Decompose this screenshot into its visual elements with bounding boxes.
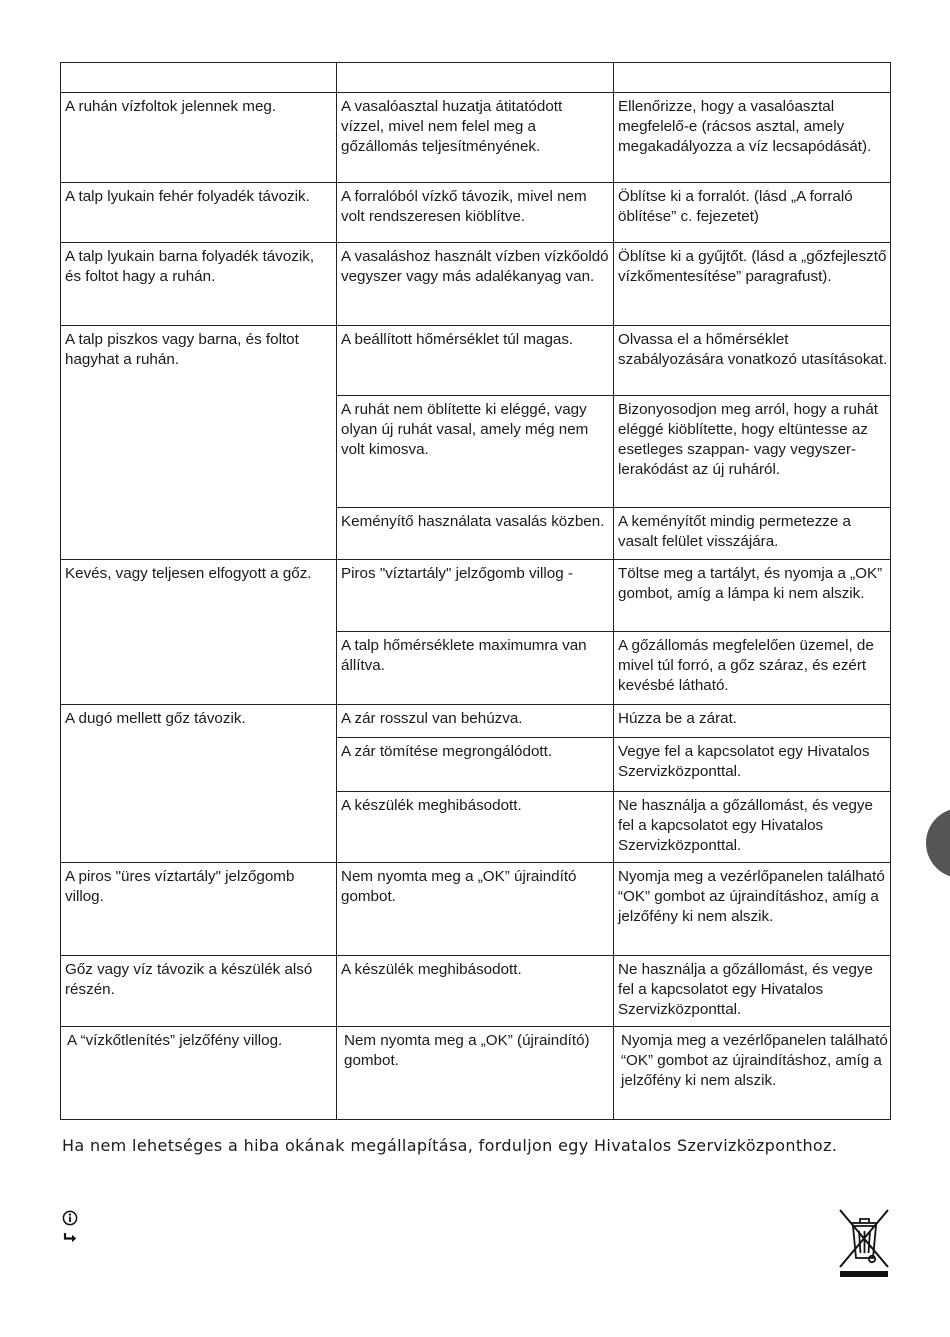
problem-cell (61, 93, 337, 183)
problem-cell (61, 956, 337, 1027)
solution-text: Ne használja a gőzállomást, és vegye fel a kapcsolatot egy Hivatalos Szervizközponttal. (618, 961, 873, 1018)
chapter-tab-marker (926, 808, 950, 878)
solution-cell (614, 183, 891, 243)
service-center-note: Ha nem lehetséges a hiba okának megállapítása, forduljon egy Hivatalos Szervizközponthoz. (62, 1136, 838, 1155)
problem-text: Gőz vagy víz távozik a készülék alsó részén. (65, 961, 313, 998)
solution-cell (614, 93, 891, 183)
table-row (61, 243, 891, 326)
cause-text: A vasaláshoz használt vízben vízkőoldó vegyszer vagy más adalékanyag van. (341, 248, 609, 285)
cause-text: A beállított hőmérséklet túl magas. (341, 331, 574, 348)
problem-text: A piros "üres víztartály" jelzőgomb villog. (65, 868, 295, 905)
table-row (61, 863, 891, 956)
solution-text: A gőzállomás megfelelően üzemel, de mivel túl forró, a gőz száraz, és ezért kevésbé látható. (618, 637, 874, 694)
solution-cell (614, 956, 891, 1027)
solution-text: Töltse meg a tartályt, és nyomja a „OK” gombot, amíg a lámpa ki nem alszik. (618, 565, 883, 602)
cause-text: Piros "víztartály" jelzőgomb villog - (341, 565, 573, 582)
solution-cell (614, 396, 891, 508)
table-row (61, 326, 891, 396)
solution-cell (614, 508, 891, 560)
table-row (61, 1027, 891, 1120)
cause-text: Nem nyomta meg a „OK” újraindító gombot. (341, 868, 577, 905)
cause-cell (337, 792, 614, 863)
problem-cell (61, 183, 337, 243)
solution-text: Vegye fel a kapcsolatot egy Hivatalos Szervizközponttal. (618, 743, 870, 780)
header-solution (614, 63, 891, 93)
cause-text: A készülék meghibásodott. (341, 797, 522, 814)
table-header-row (61, 63, 891, 93)
weee-bin-icon (836, 1206, 892, 1278)
problem-cell (61, 863, 337, 956)
cause-text: A ruhát nem öblítette ki eléggé, vagy olyan új ruhát vasal, amely még nem volt kimosva. (341, 401, 589, 458)
solution-text: Bizonyosodjon meg arról, hogy a ruhát eléggé kiöblítette, hogy eltüntesse az esetleges szappan- vagy vegyszer-lerakódást az új ruháról. (618, 401, 879, 478)
problem-cell (61, 560, 337, 705)
cause-cell (337, 508, 614, 560)
cause-cell (337, 738, 614, 792)
cause-cell (337, 632, 614, 705)
table-row (61, 93, 891, 183)
cause-cell (337, 863, 614, 956)
cause-cell (337, 326, 614, 396)
solution-cell (614, 738, 891, 792)
info-icon (62, 1210, 78, 1226)
cause-cell (337, 705, 614, 738)
solution-text: Öblítse ki a gyűjtőt. (lásd a „gőzfejlesztő vízkőmentesítése” paragrafust). (618, 248, 887, 285)
cause-text: Keményítő használata vasalás közben. (341, 513, 605, 530)
solution-cell (614, 1027, 891, 1120)
solution-text: Olvassa el a hőmérséklet szabályozására vonatkozó utasításokat. (618, 331, 888, 368)
problem-cell (61, 243, 337, 326)
solution-cell (614, 560, 891, 632)
solution-cell (614, 792, 891, 863)
solution-cell (614, 863, 891, 956)
cause-cell (337, 560, 614, 632)
problem-text: A talp lyukain barna folyadék távozik, és foltot hagy a ruhán. (65, 248, 315, 285)
troubleshooting-table (60, 62, 891, 1120)
cause-cell (337, 183, 614, 243)
cause-text: Nem nyomta meg a „OK” (újraindító) gombot. (344, 1032, 590, 1069)
problem-text: Kevés, vagy teljesen elfogyott a gőz. (65, 565, 312, 582)
cause-text: A zár rosszul van behúzva. (341, 710, 523, 727)
cause-text: A vasalóasztal huzatja átitatódott vízzel, mivel nem felel meg a gőzállomás teljesítményének. (341, 98, 563, 155)
problem-text: A dugó mellett gőz távozik. (65, 710, 246, 727)
solution-text: Húzza be a zárat. (618, 710, 738, 727)
solution-text: Nyomja meg a vezérlőpanelen található “OK” gombot az újraindításhoz, amíg a jelzőfény ki nem alszik. (621, 1032, 888, 1089)
problem-cell (61, 705, 337, 863)
solution-text: Nyomja meg a vezérlőpanelen található “OK” gombot az újraindításhoz, amíg a jelzőfény ki nem alszik. (618, 868, 885, 925)
solution-cell (614, 632, 891, 705)
header-cause (337, 63, 614, 93)
solution-text: Öblítse ki a forralót. (lásd „A forraló öblítése” c. fejezetet) (618, 188, 853, 225)
problem-cell (61, 1027, 337, 1120)
cause-text: A talp hőmérséklete maximumra van állítva. (341, 637, 587, 674)
cause-text: A forralóból vízkő távozik, mivel nem volt rendszeresen kiöblítve. (341, 188, 587, 225)
solution-text: Ellenőrizze, hogy a vasalóasztal megfelelő-e (rácsos asztal, amely megakadályozza a víz lecsapódását). (618, 98, 872, 155)
table-row (61, 183, 891, 243)
solution-cell (614, 243, 891, 326)
cause-cell (337, 396, 614, 508)
arrow-icon (62, 1230, 78, 1244)
solution-text: Ne használja a gőzállomást, és vegye fel a kapcsolatot egy Hivatalos Szervizközponttal. (618, 797, 873, 854)
solution-text: A keményítőt mindig permetezze a vasalt felület visszájára. (618, 513, 851, 550)
table-row (61, 560, 891, 632)
header-problem (61, 63, 337, 93)
cause-cell (337, 93, 614, 183)
problem-cell (61, 326, 337, 560)
table-row (61, 956, 891, 1027)
cause-text: A készülék meghibásodott. (341, 961, 522, 978)
table-row (61, 705, 891, 738)
cause-cell (337, 243, 614, 326)
cause-cell (337, 1027, 614, 1120)
problem-text: A talp lyukain fehér folyadék távozik. (65, 188, 310, 205)
problem-text: A talp piszkos vagy barna, és foltot hagyhat a ruhán. (65, 331, 299, 368)
solution-cell (614, 705, 891, 738)
cause-text: A zár tömítése megrongálódott. (341, 743, 553, 760)
solution-cell (614, 326, 891, 396)
problem-text: A ruhán vízfoltok jelennek meg. (65, 98, 277, 115)
cause-cell (337, 956, 614, 1027)
problem-text: A “vízkőtlenítés” jelzőfény villog. (67, 1032, 283, 1049)
